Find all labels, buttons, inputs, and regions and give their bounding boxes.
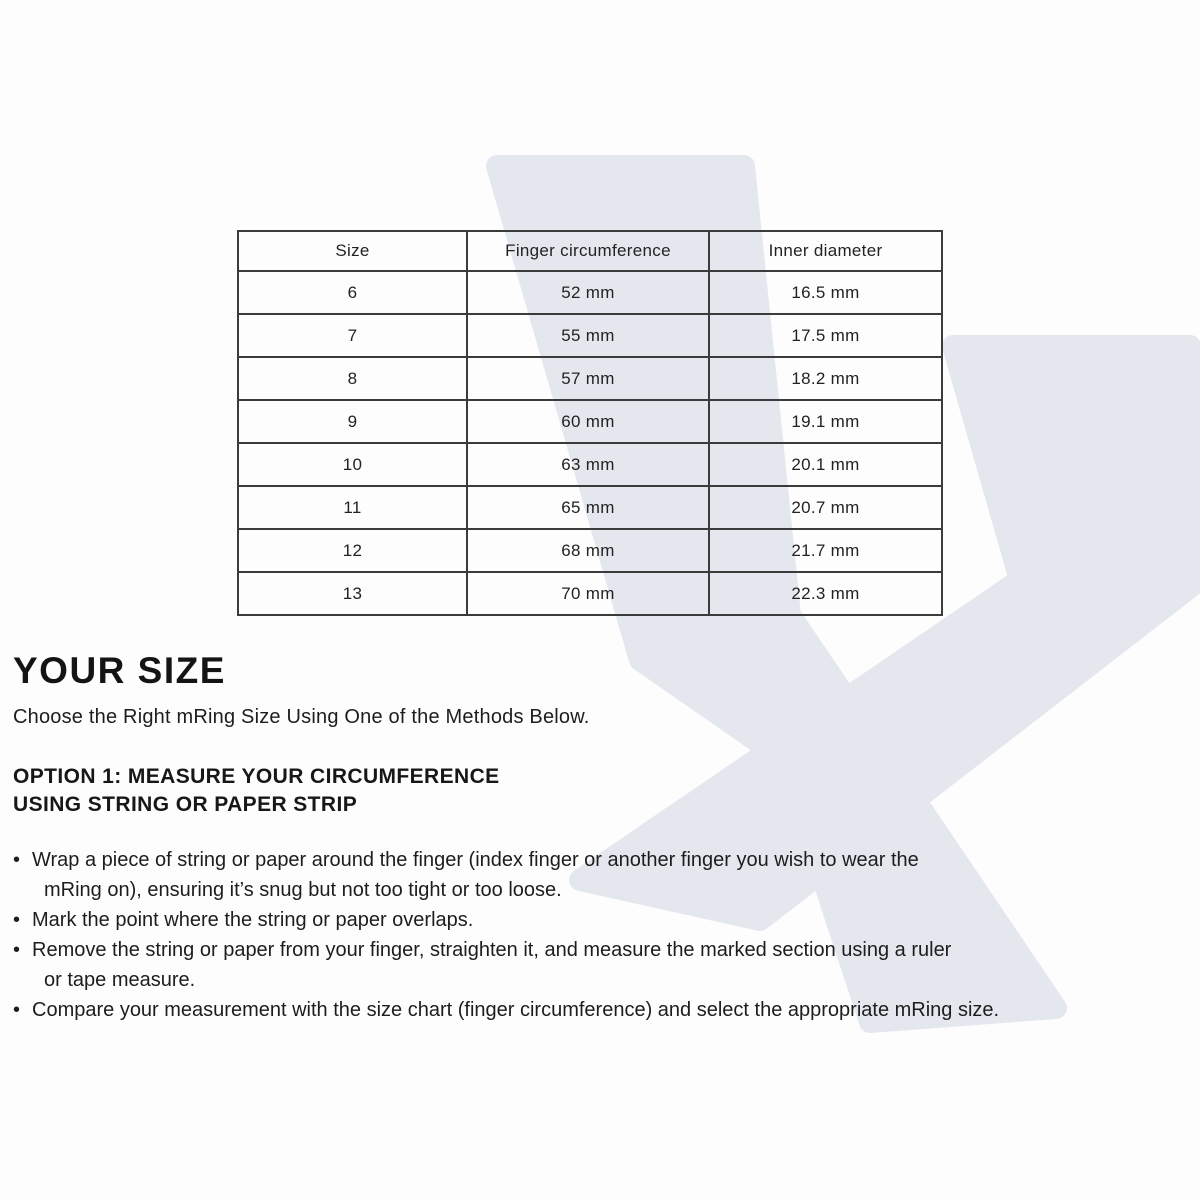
list-item-continuation bbox=[13, 965, 1193, 995]
section-subtitle: Choose the Right mRing Size Using One of the Methods Below. bbox=[13, 706, 590, 728]
table-row bbox=[238, 271, 942, 314]
bullet-marker: • bbox=[13, 909, 21, 931]
table-header-row bbox=[238, 231, 942, 271]
diameter-cell: 18.2 mm bbox=[709, 357, 942, 400]
bullet-marker: • bbox=[13, 999, 21, 1021]
bullet-marker: • bbox=[13, 939, 21, 961]
table-row bbox=[238, 486, 942, 529]
table-row bbox=[238, 529, 942, 572]
size-cell: 7 bbox=[238, 314, 467, 357]
table-row bbox=[238, 572, 942, 615]
diameter-cell: 20.1 mm bbox=[709, 443, 942, 486]
list-item-text: Mark the point where the string or paper overlaps. bbox=[32, 909, 474, 931]
list-item bbox=[13, 905, 1193, 935]
size-cell: 6 bbox=[238, 271, 467, 314]
table-row bbox=[238, 400, 942, 443]
page-title: YOUR SIZE bbox=[13, 650, 226, 691]
circumference-cell: 60 mm bbox=[467, 400, 709, 443]
list-item bbox=[13, 845, 1193, 875]
option1-heading bbox=[13, 763, 1193, 819]
circumference-cell: 57 mm bbox=[467, 357, 709, 400]
column-header-finger-circumference: Finger circumference bbox=[467, 231, 709, 271]
table-row bbox=[238, 357, 942, 400]
instruction-list bbox=[13, 845, 1193, 1025]
list-item-continuation bbox=[13, 875, 1193, 905]
list-item-text: mRing on), ensuring it’s snug but not too tight or too loose. bbox=[44, 879, 562, 901]
ring-size-table bbox=[237, 230, 943, 616]
size-cell: 8 bbox=[238, 357, 467, 400]
circumference-cell: 68 mm bbox=[467, 529, 709, 572]
circumference-cell: 63 mm bbox=[467, 443, 709, 486]
diameter-cell: 17.5 mm bbox=[709, 314, 942, 357]
column-header-inner-diameter: Inner diameter bbox=[709, 231, 942, 271]
diameter-cell: 22.3 mm bbox=[709, 572, 942, 615]
list-item-text: Compare your measurement with the size chart (finger circumference) and select the appropriate mRing size. bbox=[32, 999, 1000, 1021]
circumference-cell: 70 mm bbox=[467, 572, 709, 615]
list-item-text: Remove the string or paper from your finger, straighten it, and measure the marked section using a ruler bbox=[32, 939, 952, 961]
list-item-text: Wrap a piece of string or paper around the finger (index finger or another finger you wish to wear the bbox=[32, 849, 919, 871]
table-row bbox=[238, 443, 942, 486]
bullet-marker: • bbox=[13, 849, 21, 871]
size-cell: 11 bbox=[238, 486, 467, 529]
size-cell: 12 bbox=[238, 529, 467, 572]
list-item bbox=[13, 995, 1193, 1025]
option1-heading-line2: USING STRING OR PAPER STRIP bbox=[13, 793, 358, 816]
circumference-cell: 65 mm bbox=[467, 486, 709, 529]
table-row bbox=[238, 314, 942, 357]
diameter-cell: 21.7 mm bbox=[709, 529, 942, 572]
list-item bbox=[13, 935, 1193, 965]
size-cell: 13 bbox=[238, 572, 467, 615]
list-item-text: or tape measure. bbox=[44, 969, 196, 991]
circumference-cell: 55 mm bbox=[467, 314, 709, 357]
your-size-section bbox=[13, 650, 1193, 1025]
column-header-size: Size bbox=[238, 231, 467, 271]
option1-heading-line1: OPTION 1: MEASURE YOUR CIRCUMFERENCE bbox=[13, 765, 500, 788]
diameter-cell: 20.7 mm bbox=[709, 486, 942, 529]
size-cell: 9 bbox=[238, 400, 467, 443]
size-cell: 10 bbox=[238, 443, 467, 486]
diameter-cell: 19.1 mm bbox=[709, 400, 942, 443]
circumference-cell: 52 mm bbox=[467, 271, 709, 314]
diameter-cell: 16.5 mm bbox=[709, 271, 942, 314]
